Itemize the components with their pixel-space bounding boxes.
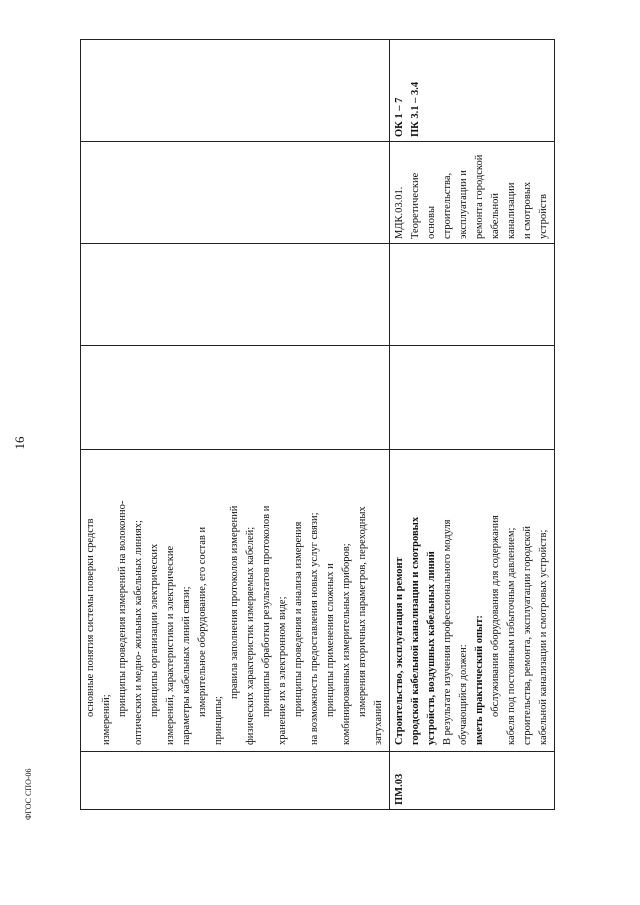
text-line: оптических и медно- жильных кабельных линиях; bbox=[133, 520, 144, 745]
text-line: кабельной канализации и смотровых устройств; bbox=[538, 529, 549, 745]
text-line: принципы проведения измерений на волоконно- bbox=[117, 500, 128, 717]
table-row bbox=[390, 40, 555, 810]
empty-cell bbox=[390, 346, 555, 450]
text-line: обслуживания оборудования для содержания bbox=[490, 515, 501, 717]
competency-table bbox=[80, 39, 555, 810]
empty-cell bbox=[81, 40, 390, 142]
text-line: принципы; bbox=[213, 696, 224, 745]
module-code-cell bbox=[390, 752, 555, 810]
text-line: правила заполнения протоколов измерений bbox=[229, 505, 240, 699]
table-row bbox=[81, 40, 390, 810]
text-line: хранение их в электронном виде; bbox=[277, 596, 288, 745]
module-text-cell bbox=[390, 450, 555, 752]
text-line: комбинированных измерительных приборов; bbox=[341, 543, 352, 745]
text-line: на возможность предоставления новых услуг связи; bbox=[309, 512, 320, 745]
text-line: основные понятия системы поверки средств bbox=[85, 518, 96, 717]
text-line: измерения вторичных параметров, переходных bbox=[357, 506, 368, 717]
mdk-line: и смотровых устройств bbox=[522, 181, 549, 239]
module-title-line: городской кабельной канализации и смотровых bbox=[410, 516, 421, 745]
text-line: принципы обработки результатов протоколов и bbox=[261, 505, 272, 717]
competency-code: ОК 1 – 7 bbox=[394, 97, 405, 137]
text-line: В результате изучения профессионального модуля bbox=[442, 519, 453, 745]
page-number: 16 bbox=[12, 436, 27, 450]
footer-label: ФГОС СПО-06 bbox=[24, 768, 33, 820]
text-line: измерительное оборудование, его состав и bbox=[197, 526, 208, 717]
competency-code: ПК 3.1 – 3.4 bbox=[410, 81, 421, 137]
mdk-line: МДК.03.01. bbox=[394, 186, 405, 239]
text-line: принципы организации электрических bbox=[149, 543, 160, 717]
module-title-line: Строительство, эксплуатация и ремонт bbox=[394, 557, 405, 745]
empty-cell bbox=[81, 244, 390, 346]
empty-cell bbox=[81, 346, 390, 450]
mdk-line: ремонта городской bbox=[474, 154, 485, 239]
text-line: измерений; bbox=[101, 694, 112, 745]
mdk-line: Теоретические основы bbox=[410, 172, 437, 239]
text-line: обучающийся должен: bbox=[458, 644, 469, 745]
competency-codes-cell bbox=[390, 40, 555, 142]
text-line: принципы применения сложных и bbox=[325, 563, 336, 717]
text-line: физических характеристик измеряемых кабелей; bbox=[245, 526, 256, 745]
knowledge-text-cell bbox=[81, 450, 390, 752]
empty-cell bbox=[390, 244, 555, 346]
mdk-line: кабельной канализации bbox=[490, 182, 517, 239]
module-title-line: устройств, воздушных кабельных линий bbox=[426, 551, 437, 745]
text-line: принципы проведения и анализа измерения bbox=[293, 521, 304, 717]
text-line: строительства, ремонта, эксплуатации городской bbox=[522, 526, 533, 745]
text-line: параметры кабельных линий связи; bbox=[181, 586, 192, 745]
mdk-cell bbox=[390, 142, 555, 244]
empty-cell bbox=[81, 142, 390, 244]
code-cell bbox=[81, 752, 390, 810]
text-line: измерений, характеристики и электрические bbox=[165, 545, 176, 745]
mdk-line: строительства, bbox=[442, 172, 453, 239]
module-code: ПМ.03 bbox=[394, 773, 405, 805]
text-line: кабеля под постоянным избыточным давлением; bbox=[506, 527, 517, 745]
text-line: затуханий bbox=[373, 700, 384, 745]
mdk-line: эксплуатации и bbox=[458, 170, 469, 239]
subheading: иметь практический опыт: bbox=[474, 615, 485, 745]
rotated-table-wrapper bbox=[80, 40, 549, 810]
